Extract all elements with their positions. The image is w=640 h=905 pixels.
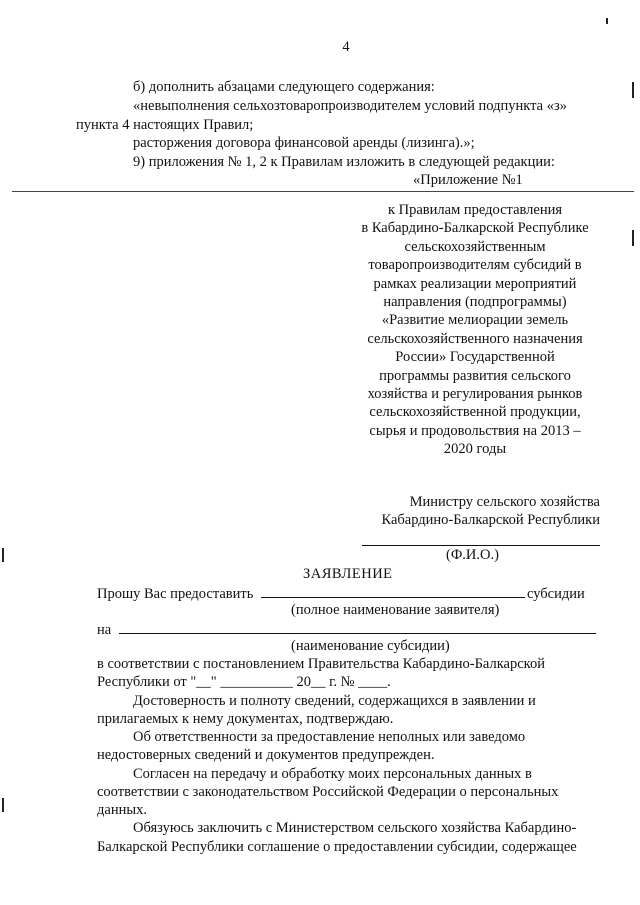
addressee-line: Кабардино-Балкарской Республики xyxy=(381,512,600,528)
addressee-line: Министру сельского хозяйства xyxy=(409,494,600,510)
body-paragraph-line: недостоверных сведений и документов предупрежден. xyxy=(97,747,435,763)
appendix-header-line: «Развитие мелиорации земель xyxy=(381,312,569,329)
appendix-header-line: сырья и продовольствия на 2013 – xyxy=(369,422,581,439)
appendix-header-line: сельскохозяйственным xyxy=(404,238,546,255)
body-paragraph-line: Обязуюсь заключить с Министерством сельского хозяйства Кабардино- xyxy=(133,820,577,836)
appendix-header-line: рамках реализации мероприятий xyxy=(373,275,577,292)
request-suffix: субсидии xyxy=(527,586,585,602)
appendix-header-line: России» Государственной xyxy=(395,349,555,366)
subsidy-prefix: на xyxy=(97,622,112,638)
scan-mark xyxy=(2,548,4,562)
scan-mark xyxy=(606,18,608,24)
subsidy-name-caption: (наименование субсидии) xyxy=(291,638,450,654)
scan-mark xyxy=(632,82,634,98)
appendix-header-line: 2020 годы xyxy=(443,441,507,458)
appendix-header-line: к Правилам предоставления xyxy=(387,202,563,218)
appendix-header-line: хозяйства и регулирования рынков xyxy=(367,385,583,402)
body-paragraph-line: Достоверность и полноту сведений, содержащихся в заявлении и xyxy=(133,693,536,709)
body-paragraph-line: соответствии с законодательством Российской Федерации о персональных xyxy=(97,784,559,800)
subsidy-name-field[interactable] xyxy=(119,619,596,634)
body-paragraph-line: данных. xyxy=(97,802,147,818)
appendix-header-line: направления (подпрограммы) xyxy=(383,293,567,310)
applicant-name-field[interactable] xyxy=(261,583,525,598)
request-prefix: Прошу Вас предоставить xyxy=(97,586,254,602)
appendix-header-line: в Кабардино-Балкарской Республике xyxy=(361,220,589,237)
body-paragraph-line: Об ответственности за предоставление неполных или заведомо xyxy=(133,729,526,745)
resolution-line: Республики от "__" __________ 20__ г. № ____. xyxy=(97,674,391,690)
amendment-line: б) дополнить абзацами следующего содержания: xyxy=(133,79,435,95)
applicant-name-caption: (полное наименование заявителя) xyxy=(291,602,500,618)
section-divider xyxy=(12,191,634,192)
fio-label: (Ф.И.О.) xyxy=(446,547,499,563)
appendix-header xyxy=(330,201,620,458)
amendment-line: 9) приложения № 1, 2 к Правилам изложить в следующей редакции: xyxy=(133,154,555,170)
appendix-header-line: товаропроизводителям субсидий в xyxy=(368,257,582,274)
amendment-line: расторжения договора финансовой аренды (лизинга).»; xyxy=(133,135,475,151)
amendment-line: пункта 4 настоящих Правил; xyxy=(76,117,254,133)
appendix-header-line: программы развития сельского xyxy=(379,367,571,384)
form-title: ЗАЯВЛЕНИЕ xyxy=(303,566,393,582)
appendix-header-line: сельскохозяйственного назначения xyxy=(367,330,583,347)
amendment-line: «невыполнения сельхозтоваропроизводителем условий подпункта «з» xyxy=(133,98,567,114)
page-number: 4 xyxy=(342,39,350,55)
body-paragraph-line: Балкарской Республики соглашение о предоставлении субсидии, содержащее xyxy=(97,839,577,855)
body-paragraph-line: прилагаемых к нему документах, подтверждаю. xyxy=(97,711,394,727)
scan-mark xyxy=(632,230,634,246)
resolution-line: в соответствии с постановлением Правительства Кабардино-Балкарской xyxy=(97,656,545,672)
appendix-header-line: сельскохозяйственной продукции, xyxy=(369,404,581,421)
body-paragraph-line: Согласен на передачу и обработку моих персональных данных в xyxy=(133,766,532,782)
appendix-label: «Приложение №1 xyxy=(413,172,523,188)
scan-mark xyxy=(2,798,4,812)
